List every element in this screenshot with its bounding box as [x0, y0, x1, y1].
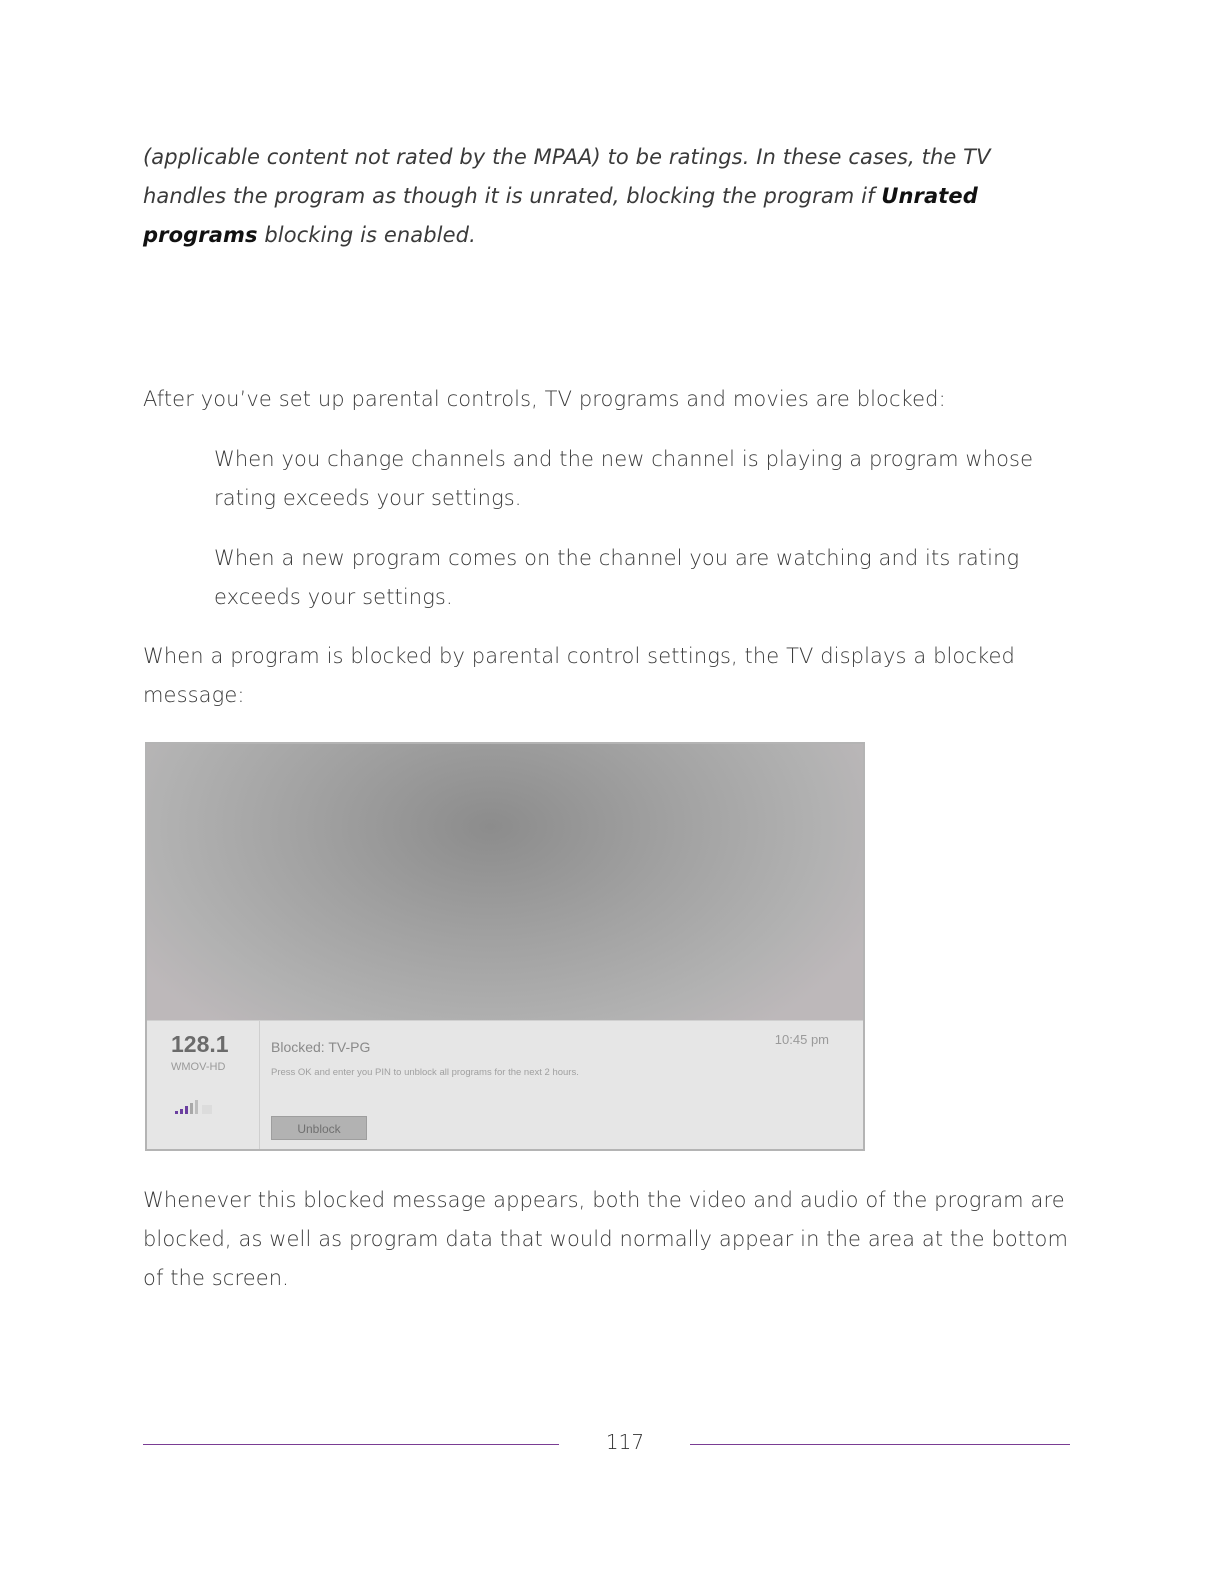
channel-number: 128.1	[171, 1031, 229, 1057]
intro-text-start: (applicable content not rated by the MPAA) to be ratings. In these cases, the TV handles the program as though it is unrated, blocking the program if	[143, 145, 991, 208]
unblock-button[interactable]: Unblock	[271, 1116, 367, 1140]
blocked-message-intro: When a program is blocked by parental control settings, the TV displays a blocked message:	[143, 644, 1015, 707]
unrated-programs-term: Unrated programs	[143, 184, 978, 247]
page-number: 117	[605, 1430, 645, 1454]
list-item: When a new program comes on the channel you are watching and its rating exceeds your settings.	[214, 546, 1020, 609]
channel-name: WMOV-HD	[171, 1061, 226, 1073]
tv-blocked-screenshot	[145, 742, 865, 1151]
intro-text-end: blocking is enabled.	[257, 223, 476, 247]
clock-time: 10:45 pm	[774, 1032, 829, 1047]
footer-divider-left	[143, 1444, 559, 1445]
blocked-rating-title: Blocked: TV-PG	[271, 1039, 371, 1055]
signal-strength-icon	[175, 1099, 215, 1115]
blurred-video-area	[147, 744, 863, 1020]
footer-divider-right	[690, 1444, 1070, 1445]
outro-paragraph: Whenever this blocked message appears, both the video and audio of the program are blocked, as well as program data that would normally appear in the area at the bottom of the screen.	[143, 1188, 1069, 1290]
list-item: When you change channels and the new channel is playing a program whose rating exceeds your settings.	[214, 447, 1034, 510]
intro-paragraph	[143, 138, 1043, 255]
lead-paragraph: After you’ve set up parental controls, TV programs and movies are blocked:	[143, 387, 946, 411]
channel-panel	[147, 1021, 260, 1150]
channel-info-bar	[147, 1020, 863, 1150]
unblock-instructions: Press OK and enter you PIN to unblock all programs for the next 2 hours.	[271, 1067, 579, 1078]
